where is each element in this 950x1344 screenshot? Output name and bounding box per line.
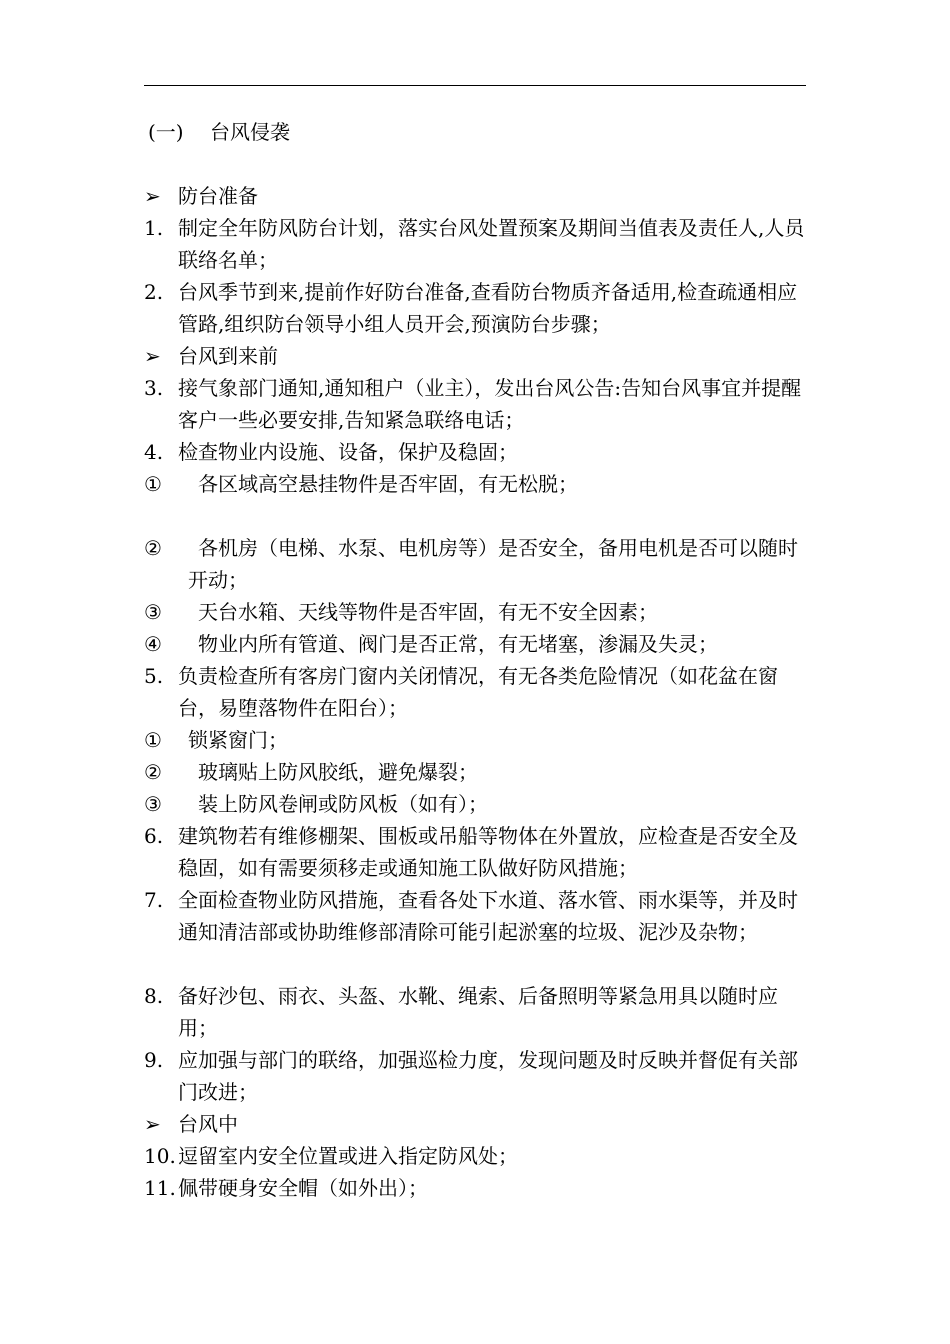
list-number: 9.: [144, 1048, 164, 1072]
circled-number: ③: [144, 792, 162, 816]
list-number: 1.: [144, 216, 164, 240]
list-item: ➢ 台风到来前: [144, 340, 806, 372]
list-item: 4. 检查物业内设施、设备，保护及稳固；: [144, 436, 806, 468]
circled-number: ①: [144, 728, 162, 752]
list-number: 3.: [144, 376, 164, 400]
list-item: ➢ 防台准备: [144, 180, 806, 212]
blank-line: [144, 500, 806, 532]
list-number: 4.: [144, 440, 164, 464]
list-item: 2. 台风季节到来,提前作好防台准备,查看防台物质齐备适用,检查疏通相应管路,组织防台领导小组人员开会,预演防台步骤；: [144, 276, 806, 340]
section-heading: [148, 118, 290, 146]
list-item: 6. 建筑物若有维修棚架、围板或吊船等物体在外置放，应检查是否安全及稳固，如有需要须移走或通知施工队做好防风措施；: [144, 820, 806, 884]
sub-list-item: ① 锁紧窗门；: [144, 724, 806, 756]
arrow-bullet-icon: ➢: [144, 1112, 161, 1136]
list-item: ➢ 台风中: [144, 1108, 806, 1140]
section-title: 台风侵袭: [210, 120, 290, 144]
list-number: 5.: [144, 664, 164, 688]
list-item: 5. 负责检查所有客房门窗内关闭情况，有无各类危险情况（如花盆在窗台，易堕落物件在阳台）；: [144, 660, 806, 724]
circled-number: ③: [144, 600, 162, 624]
header-rule: [144, 85, 806, 86]
circled-number: ②: [144, 536, 162, 560]
arrow-bullet-icon: ➢: [144, 184, 161, 208]
sub-list-item: ① 各区域高空悬挂物件是否牢固，有无松脱；: [144, 468, 806, 500]
list-number: 11.: [144, 1176, 176, 1200]
circled-number: ①: [144, 472, 162, 496]
sub-list-item: ③ 天台水箱、天线等物件是否牢固，有无不安全因素；: [144, 596, 806, 628]
list-number: 7.: [144, 888, 164, 912]
sub-list-item: ② 各机房（电梯、水泵、电机房等）是否安全，备用电机是否可以随时开动；: [144, 532, 806, 596]
circled-number: ④: [144, 632, 162, 656]
list-number: 10.: [144, 1144, 176, 1168]
list-item: 10. 逗留室内安全位置或进入指定防风处；: [144, 1140, 806, 1172]
list-item: 8. 备好沙包、雨衣、头盔、水靴、绳索、后备照明等紧急用具以随时应用；: [144, 980, 806, 1044]
list-item: 3. 接气象部门通知,通知租户（业主），发出台风公告:告知台风事宜并提醒客户一些必要安排,告知紧急联络电话；: [144, 372, 806, 436]
list-item: 11. 佩带硬身安全帽（如外出）；: [144, 1172, 806, 1204]
document-body: [144, 180, 806, 1204]
sub-list-item: ④ 物业内所有管道、阀门是否正常，有无堵塞，渗漏及失灵；: [144, 628, 806, 660]
section-number: (一): [148, 120, 184, 144]
list-item: 9. 应加强与部门的联络，加强巡检力度，发现问题及时反映并督促有关部门改进；: [144, 1044, 806, 1108]
list-item: 7. 全面检查物业防风措施，查看各处下水道、落水管、雨水渠等，并及时通知清洁部或协助维修部清除可能引起淤塞的垃圾、泥沙及杂物；: [144, 884, 806, 980]
arrow-bullet-icon: ➢: [144, 344, 161, 368]
sub-list-item: ② 玻璃贴上防风胶纸，避免爆裂；: [144, 756, 806, 788]
circled-number: ②: [144, 760, 162, 784]
sub-list-item: ③ 装上防风卷闸或防风板（如有）；: [144, 788, 806, 820]
list-number: 2.: [144, 280, 164, 304]
list-number: 6.: [144, 824, 164, 848]
list-number: 8.: [144, 984, 164, 1008]
list-item: 1. 制定全年防风防台计划，落实台风处置预案及期间当值表及责任人,人员联络名单；: [144, 212, 806, 276]
